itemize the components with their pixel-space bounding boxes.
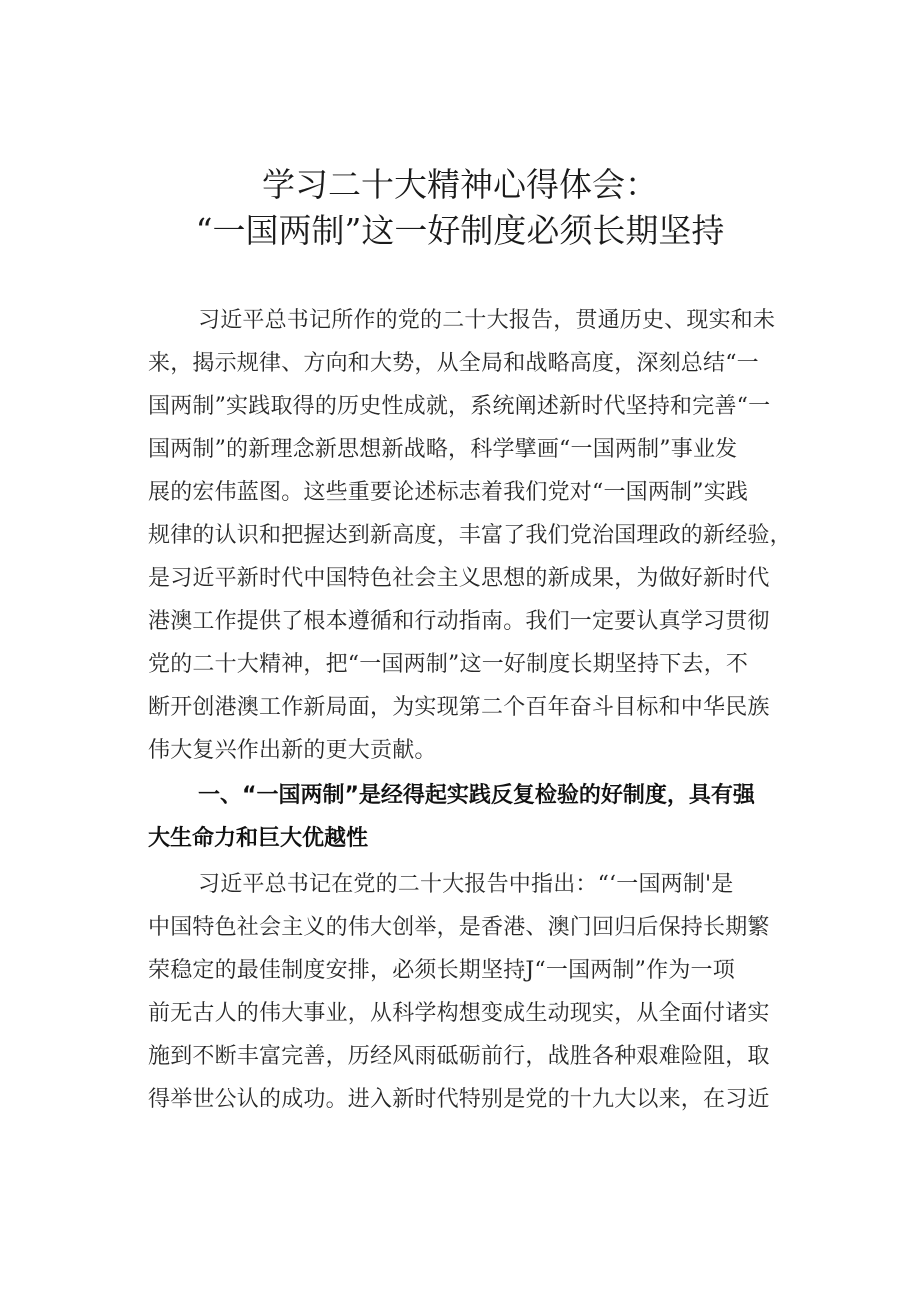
- paragraph-line: 国两制”的新理念新思想新战略，科学擘画“一国两制”事业发: [148, 437, 738, 462]
- paragraph-line: 荣稳定的最佳制度安排，必须长期坚持J“一国两制”作为一项: [148, 958, 735, 983]
- paragraph-line: 习近平总书记在党的二十大报告中指出：“‘一国两制'是: [198, 872, 734, 897]
- paragraph-line: 国两制”实践取得的历史性成就，系统阐述新时代坚持和完善“一: [148, 394, 771, 419]
- paragraph-line: 中国特色社会主义的伟大创举，是香港、澳门回归后保持长期繁: [148, 915, 770, 940]
- paragraph-line: 规律的认识和把握达到新高度，丰富了我们党治国理政的新经验，: [148, 523, 792, 548]
- paragraph-line: 党的二十大精神，把“一国两制”这一好制度长期坚持下去，不: [148, 652, 749, 677]
- paragraph-line: 是习近平新时代中国特色社会主义思想的新成果，为做好新时代: [148, 566, 770, 591]
- document-title-line-2: “一国两制”这一好制度必须长期坚持: [195, 211, 725, 250]
- document-title-line-1: 学习二十大精神心得体会：: [262, 165, 658, 204]
- section-heading-line: 一、“一国两制”是经得起实践反复检验的好制度，具有强: [198, 783, 755, 808]
- paragraph-line: 施到不断丰富完善，历经风雨砥砺前行，战胜各种艰难险阻，取: [148, 1044, 770, 1069]
- paragraph-line: 得举世公认的成功。进入新时代特别是党的十九大以来，在习近: [148, 1087, 770, 1112]
- paragraph-line: 港澳工作提供了根本遵循和行动指南。我们一定要认真学习贯彻: [148, 609, 770, 634]
- paragraph-line: 展的宏伟蓝图。这些重要论述标志着我们党对“一国两制”实践: [148, 480, 749, 505]
- paragraph-line: 伟大复兴作出新的更大贡献。: [148, 738, 437, 763]
- paragraph-line: 习近平总书记所作的党的二十大报告，贯通历史、现实和未: [198, 308, 776, 333]
- section-heading-line: 大生命力和巨大优越性: [148, 826, 369, 851]
- paragraph-line: 断开创港澳工作新局面，为实现第二个百年奋斗目标和中华民族: [148, 695, 770, 720]
- paragraph-line: 来，揭示规律、方向和大势，从全局和战略高度，深刻总结“一: [148, 351, 759, 376]
- paragraph-line: 前无古人的伟大事业，从科学构想变成生动现实，从全面付诸实: [148, 1001, 770, 1026]
